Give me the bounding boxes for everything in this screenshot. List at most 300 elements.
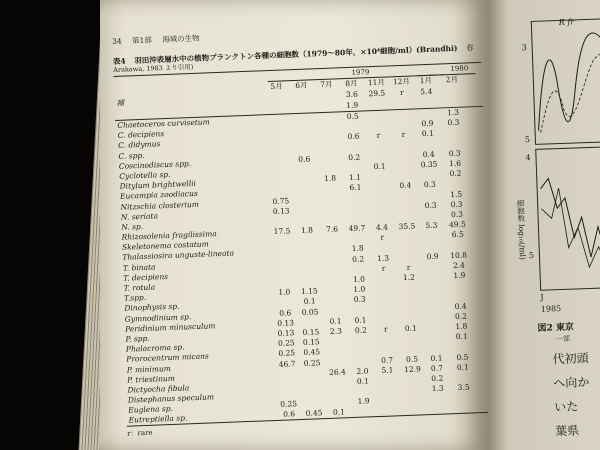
table-cell [446,295,474,296]
table-cell: 0.6 [347,131,360,142]
table-cell: 0.25 [303,357,321,368]
table-cell: 49.7 [348,223,366,234]
table-cell [275,384,300,385]
table-cell: 0.3 [447,117,460,128]
species-name: C. spp. [118,150,145,161]
table-cell [400,379,425,380]
table-cell [325,382,350,383]
body-text-line: 代初頭 [552,351,589,367]
table-cell: 5.1 [381,365,394,375]
table-cell: 1.9 [357,396,370,407]
table-cell [352,411,377,412]
table-cell: 1.0 [278,287,291,298]
table-cell: 1.9 [346,100,359,110]
table-cell [373,309,398,310]
left-page-content [112,24,495,438]
table-cell [424,337,448,338]
table-cell [442,183,470,184]
table-cell [444,245,472,246]
table-cell: 1.15 [300,286,318,297]
species-name: T. binata [122,262,156,273]
table-cell [370,247,395,248]
table-cell: 10.8 [450,250,468,260]
table-cell [341,147,366,148]
table-number: 表4 [112,55,126,66]
table-cell [392,155,417,156]
table-body [115,106,494,426]
table-cell [324,351,349,352]
year-1979: 1979 [351,67,370,77]
table-cell [315,117,340,118]
table-cell: 46.7 [278,358,296,369]
table-cell: 0.1 [354,315,367,325]
table-cell [376,390,401,391]
table-cell [449,377,477,378]
table-cell [276,394,301,395]
table-cell: r [380,232,385,243]
table-cell: 0.4 [454,301,467,311]
table-cell [423,327,447,328]
table-cell [394,216,419,217]
table-cell: 0.13 [277,328,295,338]
table-cell [424,347,448,348]
table-cell [366,125,391,126]
table-cell: 1.9 [453,270,466,281]
table-cell [293,189,318,190]
table-cell [290,118,315,119]
x-tick-label: J [540,292,544,302]
species-name: Dictyocha fibula [127,383,190,395]
table-cell [345,238,370,239]
table-cell: r [399,88,404,98]
table-cell [267,160,292,161]
table-cell: 1.3 [431,383,444,394]
table-cell: 1.6 [448,158,462,169]
table-cell [296,271,321,272]
table-cell: 1.8 [323,173,337,184]
table-cell [371,278,396,279]
table-cell: 0.9 [421,118,434,129]
species-name: N. seriata [120,211,159,222]
table-cell: 0.15 [302,327,320,337]
species-name: T. decipiens [123,271,169,283]
year-1980: 1980 [450,63,469,73]
table-cell [320,239,345,240]
species-name: Eucampia zoodiacus [119,189,198,202]
table-cell: 35.5 [398,221,416,232]
body-text-line: 葉県 [554,423,580,439]
table-cell [316,148,341,149]
table-cell [320,249,345,250]
table-cell [376,400,401,401]
table-cell [324,341,349,342]
table-cell [272,282,297,283]
table-cell: 7.6 [325,224,339,235]
species-name: Skeletonema costatum [121,239,209,253]
table-cell: 0.2 [449,168,462,179]
table-cell: 0.2 [354,325,368,335]
table-cell [391,145,416,146]
table-cell: 0.1 [329,316,342,326]
table-cell [317,168,342,169]
table-cell [350,360,375,361]
y-tick-label: 4 [525,153,531,163]
species-name: C. didymus [117,139,161,151]
table-cell [266,150,291,151]
table-cell [374,339,399,340]
table-cell: r [381,263,386,273]
table-cell: 12.9 [403,364,421,374]
table-cell [426,408,450,409]
table-cell [301,403,326,404]
table-cell [367,156,392,157]
table-cell [326,402,351,403]
table-cell: 0.25 [278,348,296,359]
table-cell [322,290,347,291]
species-name: Nitzschia closterium [120,199,200,212]
table-cell [372,298,397,299]
species-name: Euglena sp. [128,404,174,415]
table-cell: 17.5 [273,226,291,237]
table-cell [450,397,478,398]
table-cell: 49.5 [448,219,466,230]
table-cell: 0.7 [430,363,444,373]
table-cell [343,198,368,199]
table-cell [418,195,442,196]
table-cell: 0.45 [303,347,321,358]
table-cell [366,146,391,147]
table-cell: 0.1 [456,362,470,372]
table-cell: 2.3 [329,326,343,336]
table-cell [296,261,321,262]
species-name: Distephanus speculum [127,392,215,405]
table-cell [402,409,427,410]
table-cell [421,266,445,267]
table-cell: 0.3 [450,199,463,209]
table-footnote: r：rare [127,429,153,439]
table-cell [344,208,369,209]
species-name: Chaetoceros curvisetum [117,117,210,130]
figure-label: R fr [558,17,575,27]
table-cell: 5.3 [425,220,438,231]
table-cell [318,188,343,189]
table-cell [422,297,446,298]
month-header: 6月 [295,80,308,91]
table-cell [266,129,291,130]
chapter-label: 第1部 [131,35,152,46]
table-cell [426,398,450,399]
table-cell [448,346,476,347]
table-cell: 0.15 [302,337,320,348]
table-cell: 0.5 [456,352,469,362]
table-cell [369,217,394,218]
table-cell [293,199,318,200]
table-cell [268,190,293,191]
table-cell: 1.3 [446,107,460,118]
table-cell [275,373,300,374]
table-cell [395,247,420,248]
table-cell: r [383,324,388,334]
table-cell [268,180,293,181]
species-name: Phalacroma sp. [125,342,185,354]
table-cell: 0.6 [298,154,311,164]
species-name: P. spp. [125,333,150,344]
table-cell [265,119,290,120]
table-cell [342,167,367,168]
table-title: 羽田沖表層水中の植物プランクトン各種の細胞数（1979〜80年，×10⁴細胞/ml）(Brandhi) [134,43,458,65]
table-cell [316,127,341,128]
table-cell [423,317,447,318]
table-cell: r [401,130,406,140]
table-cell [291,138,316,139]
species-column-header: 種 [116,98,125,109]
table-cell [298,322,323,323]
table-cell: 1.8 [455,321,468,331]
species-name: P. minimum [126,363,171,375]
table-cell [341,126,366,127]
table-cell [325,361,350,362]
table-cell [392,165,417,166]
species-name: Rhizosolenia fragilissima [121,229,217,242]
table-cell [295,240,320,241]
table-cell: 0.2 [348,152,361,162]
table-cell: 0.9 [426,251,439,261]
table-cell [395,236,420,237]
table-cell [390,114,415,115]
table-cell: 0.5 [346,111,359,122]
table-cell [373,319,398,320]
table-cell [391,124,416,125]
table-cell: 2.4 [452,260,466,270]
species-name: Peridinium minusculum [125,321,216,334]
table-cell [322,300,347,301]
table-cell [326,392,351,393]
species-name: Dinophysis sp. [124,302,180,314]
page-number: 34 [111,36,122,46]
table-cell [398,308,423,309]
table-cell [300,383,325,384]
table-cell: 0.6 [279,307,292,318]
table-cell: 0.1 [303,296,316,307]
section-label: 海域の生物 [162,33,200,45]
table-cell [271,272,296,273]
table-cell [270,241,295,242]
table-cell [416,144,440,145]
table-cell: 1.5 [450,189,463,199]
body-text-line: へ向か [553,375,590,391]
table-cell [321,260,346,261]
table-cell: 0.3 [424,200,437,210]
table-cell [415,113,439,114]
species-name: N. sp. [121,221,144,232]
table-cell: 4.4 [375,222,389,233]
table-cell: 1.8 [351,243,364,254]
table-cell [270,251,295,252]
figure-curve-top [531,18,600,143]
table-cell [372,288,397,289]
table-cell [369,207,394,208]
table-cell: 0.35 [420,159,438,170]
right-page [488,0,600,450]
table-cell [316,137,341,138]
month-header: 12月 [392,76,411,87]
species-name: Ditylum brightwellii [119,179,197,191]
table-cell: 0.1 [404,323,417,333]
table-cell [399,338,424,339]
table-cell [368,176,393,177]
table-cell [377,410,402,411]
month-header: 11月 [367,77,386,88]
table-cell [295,250,320,251]
table-cell [375,380,400,381]
table-cell [293,179,318,180]
table-cell [421,276,445,277]
table-cell: 3.5 [457,382,470,393]
table-cell [272,302,297,303]
table-cell [346,269,371,270]
table-cell [294,220,319,221]
month-header: 2月 [445,75,459,85]
table-cell: 29.5 [368,88,386,99]
table-cell: 1.2 [402,272,416,283]
y-tick-label: 5 [528,250,535,261]
table-cell [266,139,291,140]
table-cell [291,128,316,129]
month-header: 7月 [320,79,333,90]
species-name: T. rotula [123,282,156,293]
table-cell [349,350,374,351]
table-cell [318,199,343,200]
table-cell: 0.1 [332,407,346,418]
table-cell: 0.4 [422,149,435,159]
table-cell [269,221,294,222]
table-cell [420,235,444,236]
table-cell [317,158,342,159]
table-cell [349,340,374,341]
table-cell [267,170,292,171]
species-name: Thalassiosira unguste-lineata [122,248,235,263]
table-cell: 0.1 [455,331,468,342]
table-cell [420,246,444,247]
table-cell [291,149,316,150]
table-cell: 26.4 [328,366,346,377]
table-cell: 0.25 [280,399,298,410]
table-cell [401,399,426,400]
y-axis-label: 細胞数 log₁₀(/ml) [515,199,528,261]
table-cell [399,348,424,349]
species-name: Eutreptiella sp. [128,413,188,426]
table-cell [344,218,369,219]
table-cell: 0.2 [454,311,468,321]
species-name: Prorocentrum micans [126,351,209,365]
table-cell [296,281,321,282]
table-cell: 0.1 [421,129,435,139]
table-cell [319,209,344,210]
table-cell [300,373,325,374]
table-cell: 0.6 [282,409,296,420]
table-source: Arakawa, 1983 より引用) [113,62,194,74]
table-cell: 0.3 [353,294,366,305]
table-cell: 3.6 [345,89,358,100]
species-name: Coscinodiscus spp. [118,158,192,171]
table-cell: 0.13 [272,206,290,216]
table-cell [321,270,346,271]
table-cell [348,310,373,311]
body-text-line: いた [554,399,579,415]
table-cell [401,389,426,390]
month-header: 5月 [270,81,283,92]
table-cell: 0.1 [373,161,386,172]
table-cell: 0.3 [423,180,437,190]
species-name: C. decipiens [117,129,165,141]
table-cell: 0.13 [277,318,295,328]
table-cell [440,133,468,134]
table-cell [419,215,443,216]
table-cell: 1.0 [352,274,366,284]
table-cell: 0.7 [380,354,394,365]
table-cell: 0.1 [430,353,443,363]
table-cell [319,219,344,220]
running-head-mark: 春 [465,42,474,52]
table-cell [446,285,474,286]
table-cell: 1.3 [377,253,390,263]
table-cell [393,196,418,197]
table-cell [292,169,317,170]
table-cell: 0.2 [431,373,444,383]
y-tick-label: 5 [524,135,531,145]
table-cell [374,349,399,350]
table-cell: r [406,262,411,272]
table-cell: 5.4 [420,86,433,97]
table-cell: 0.5 [405,354,419,364]
table-cell [351,391,376,392]
x-axis-year: 1985 [540,304,562,314]
figure-caption: 図2 東京 [537,322,575,334]
table-cell [393,175,418,176]
table-cell: 0.75 [272,195,290,206]
table-cell: 2.0 [356,366,369,376]
table-cell: 0.1 [356,376,369,386]
table-cell: 1.8 [300,225,314,235]
table-cell: 0.4 [399,180,412,191]
table-cell [398,318,423,319]
table-cell: 1.1 [348,172,362,183]
table-cell: 0.25 [277,338,295,349]
table-cell: 6.1 [349,182,362,193]
table-cell [417,174,441,175]
table-cell: 0.05 [301,306,319,317]
table-cell: 1.0 [353,284,366,295]
month-header: 8月 [345,78,358,89]
table-cell [423,307,447,308]
figure-curve-bottom [535,146,600,289]
species-name: T.spp. [123,293,147,303]
table-cell: 0.2 [352,254,365,264]
table-cell [365,115,390,116]
table-cell [394,206,419,207]
species-name: P. triestinum [126,373,176,385]
y-tick-label: 3 [521,43,527,53]
table-cell [368,197,393,198]
species-name: Cyclotella sp. [119,169,171,181]
table-cell: r [376,131,381,141]
figure-2 [500,0,600,450]
table-cell: 0.3 [448,148,461,158]
table-cell [396,257,421,258]
table-cell [323,310,348,311]
figure-caption-sub: 一部 [555,334,571,344]
table-cell [271,262,296,263]
